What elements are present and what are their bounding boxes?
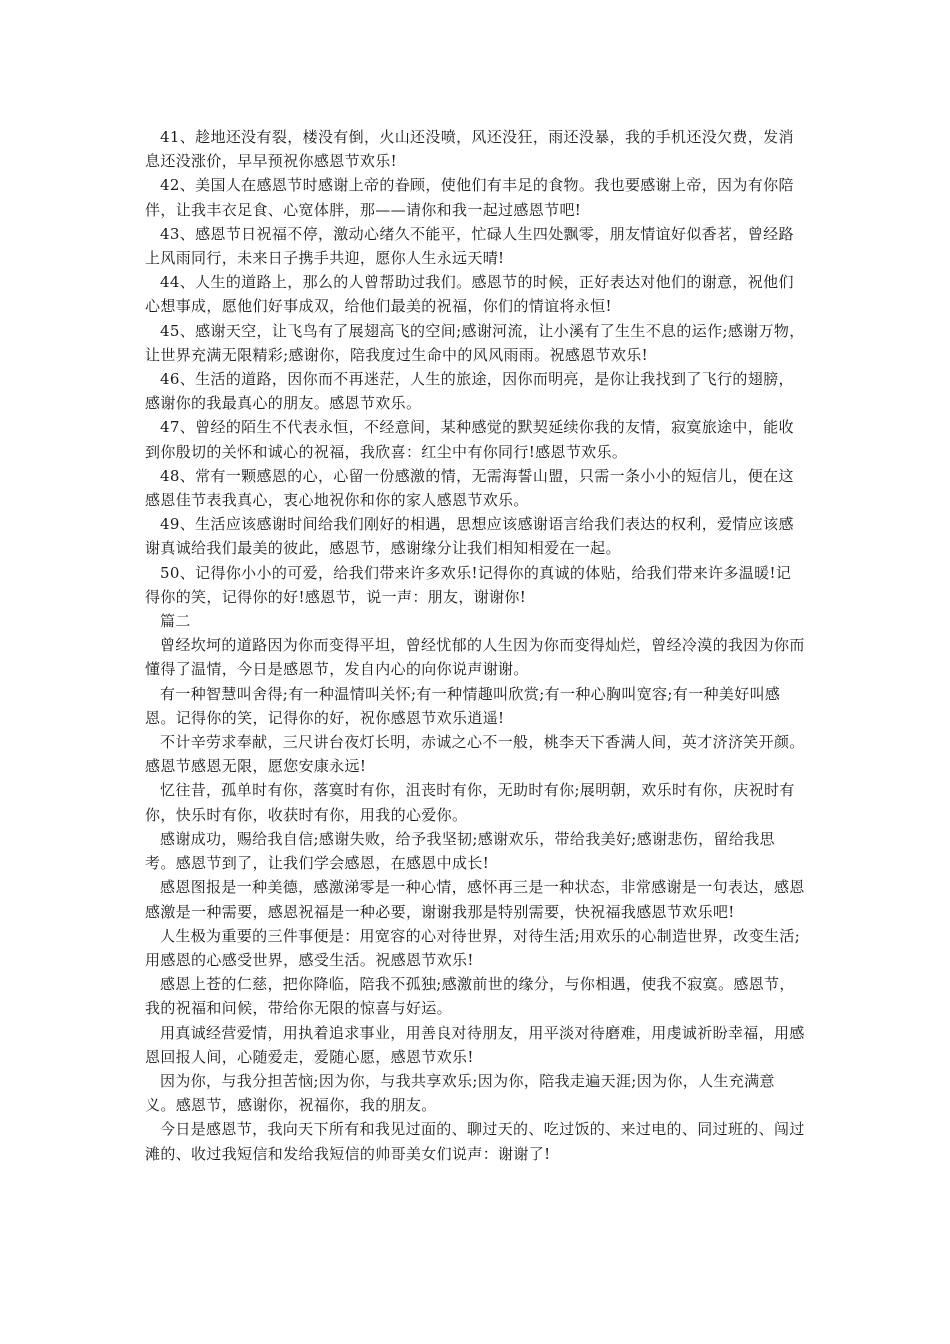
paragraph-41: 41、趁地还没有裂，楼没有倒，火山还没喷，风还没狂，雨还没暴，我的手机还没欠费，发消息还没涨价，早早预祝你感恩节欢乐! xyxy=(145,128,794,171)
paragraph-49: 49、生活应该感谢时间给我们刚好的相遇，思想应该感谢语言给我们表达的权利，爱情应该感谢真诚给我们最美的彼此，感恩节，感谢缘分让我们相知相爱在一起。 xyxy=(145,515,794,558)
paragraph-44: 44、人生的道路上，那么的人曾帮助过我们。感恩节的时候，正好表达对他们的谢意，祝他们心想事成，愿他们好事成双，给他们最美的祝福，你们的情谊将永恒! xyxy=(145,273,794,316)
paragraph: 今日是感恩节，我向天下所有和我见过面的、聊过天的、吃过饭的、来过电的、同过班的、闯过滩的、收过我短信和发给我短信的帅哥美女们说声：谢谢了! xyxy=(145,1120,805,1163)
paragraph: 感恩图报是一种美德，感激涕零是一种心情，感怀再三是一种状态，非常感谢是一句表达，感恩感激是一种需要，感恩祝福是一种必要，谢谢我那是特别需要，快祝福我感恩节欢乐吧! xyxy=(145,878,805,921)
paragraph-43: 43、感恩节日祝福不停，激动心绪久不能平，忙碌人生四处飘零，朋友情谊好似香茗，曾经路上风雨同行，未来日子携手共迎，愿你人生永远天晴! xyxy=(145,224,794,268)
paragraph-42: 42、美国人在感恩节时感谢上帝的眷顾，使他们有丰足的食物。我也要感谢上帝，因为有你陪伴，让我丰衣足食、心宽体胖，那——请你和我一起过感恩节吧! xyxy=(145,176,794,219)
paragraph-46: 46、生活的道路，因你而不再迷茫，人生的旅途，因你而明亮，是你让我找到了飞行的翅膀，感谢你的我最真心的朋友。感恩节欢乐。 xyxy=(145,370,794,413)
paragraph-48: 48、常有一颗感恩的心，心留一份感激的情，无需海誓山盟，只需一条小小的短信儿，便在这感恩佳节表我真心，衷心地祝你和你的家人感恩节欢乐。 xyxy=(145,466,794,510)
paragraph: 因为你，与我分担苦恼;因为你，与我共享欢乐;因为你，陪我走遍天涯;因为你，人生充满意义。感恩节，感谢你，祝福你，我的朋友。 xyxy=(145,1071,775,1115)
section-heading: 篇二 xyxy=(160,612,191,631)
paragraph-45: 45、感谢天空，让飞鸟有了展翅高飞的空间;感谢河流，让小溪有了生生不息的运作;感谢万物，让世界充满无限精彩;感谢你，陪我度过生命中的风风雨雨。祝感恩节欢乐! xyxy=(145,321,805,364)
paragraph: 忆往昔，孤单时有你，落寞时有你，沮丧时有你，无助时有你;展明朝，欢乐时有你，庆祝时有你，快乐时有你，收获时有你，用我的心爱你。 xyxy=(145,781,795,824)
paragraph: 感恩上苍的仁慈，把你降临，陪我不孤独;感激前世的缘分，与你相遇，使我不寂寞。感恩节，我的祝福和问候，带给你无限的惊喜与好运。 xyxy=(145,975,795,1018)
paragraph-47: 47、曾经的陌生不代表永恒，不经意间，某种感觉的默契延续你我的友情，寂寞旅途中，能收到你殷切的关怀和诚心的祝福，我欣喜：红尘中有你同行!感恩节欢乐。 xyxy=(145,418,794,461)
paragraph-50: 50、记得你小小的可爱，给我们带来许多欢乐!记得你的真诚的体贴，给我们带来许多温暖!记得你的笑，记得你的好!感恩节，说一声：朋友，谢谢你! xyxy=(145,563,792,606)
paragraph: 不计辛劳求奉献，三尺讲台夜灯长明，赤诚之心不一般，桃李天下香满人间，英才济济笑开颜。感恩节感恩无限，愿您安康永远! xyxy=(145,733,805,776)
paragraph: 曾经坎坷的道路因为你而变得平坦，曾经忧郁的人生因为你而变得灿烂，曾经冷漠的我因为你而懂得了温情，今日是感恩节，发自内心的向你说声谢谢。 xyxy=(145,636,805,679)
paragraph: 人生极为重要的三件事便是：用宽容的心对待世界，对待生活;用欢乐的心制造世界，改变生活;用感恩的心感受世界，感受生活。祝感恩节欢乐! xyxy=(145,926,801,969)
paragraph: 感谢成功，赐给我自信;感谢失败，给予我坚韧;感谢欢乐，带给我美好;感谢悲伤，留给我思考。感恩节到了，让我们学会感恩，在感恩中成长! xyxy=(145,829,775,873)
paragraph: 用真诚经营爱情，用执着追求事业，用善良对待朋友，用平淡对待磨难，用虔诚祈盼幸福，用感恩回报人间，心随爱走，爱随心愿，感恩节欢乐! xyxy=(145,1023,805,1066)
document-body xyxy=(145,125,805,1166)
paragraph: 有一种智慧叫舍得;有一种温情叫关怀;有一种情趣叫欣赏;有一种心胸叫宽容;有一种美好叫感恩。记得你的笑，记得你的好，祝你感恩节欢乐逍遥! xyxy=(145,684,781,727)
